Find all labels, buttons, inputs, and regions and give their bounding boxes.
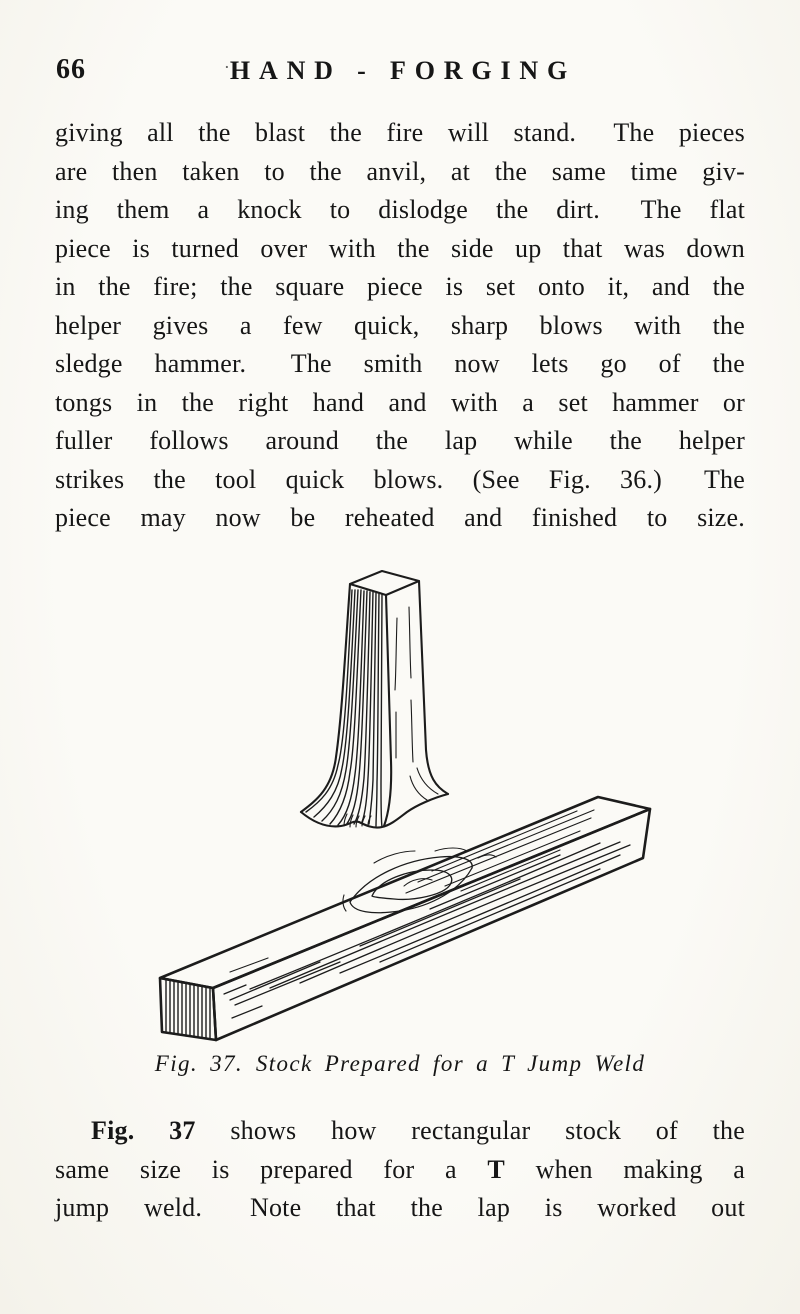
text-line: fuller follows around the lap while the helper <box>55 426 745 455</box>
text-line: are then taken to the anvil, at the same time giv- <box>55 156 745 186</box>
text-line: tongs in the right hand and with a set hammer or <box>55 387 745 417</box>
text-segment: jump weld. Note that the lap is worked out <box>55 1193 745 1222</box>
text-line: piece is turned over with the side up that was down <box>55 233 745 263</box>
text-line: ing them a knock to dislodge the dirt. The flat <box>55 195 745 224</box>
flat-stock-drawing <box>160 797 650 1040</box>
text-line <box>55 1112 745 1151</box>
page-number: 66 <box>56 54 86 85</box>
ink-spot-mark: · <box>223 57 230 77</box>
text-line: piece may now be reheated and finished to size. <box>55 503 745 532</box>
bold-text-segment: Fig. 37 <box>91 1116 196 1145</box>
text-segment: same size is prepared for a <box>55 1154 488 1184</box>
figure-caption: Fig. 37. Stock Prepared for a T Jump Weld <box>154 1051 646 1076</box>
text-segment: when making a <box>504 1154 745 1184</box>
text-line: strikes the tool quick blows. (See Fig. 36.) The <box>55 464 745 494</box>
upright-stock-drawing <box>301 571 448 828</box>
text-line <box>55 1151 745 1190</box>
text-line: giving all the blast the fire will stand. The pieces <box>55 118 745 147</box>
text-line: in the fire; the square piece is set onto it, and the <box>55 272 745 301</box>
text-line: sledge hammer. The smith now lets go of the <box>55 349 745 378</box>
running-header-title: HAND - FORGING <box>229 56 577 85</box>
text-line: helper gives a few quick, sharp blows with the <box>55 310 745 340</box>
bold-text-segment: T <box>487 1154 505 1184</box>
text-line <box>55 1189 745 1228</box>
text-segment: shows how rectangular stock of the <box>195 1116 745 1145</box>
paragraph-body-text-2 <box>55 1112 745 1228</box>
